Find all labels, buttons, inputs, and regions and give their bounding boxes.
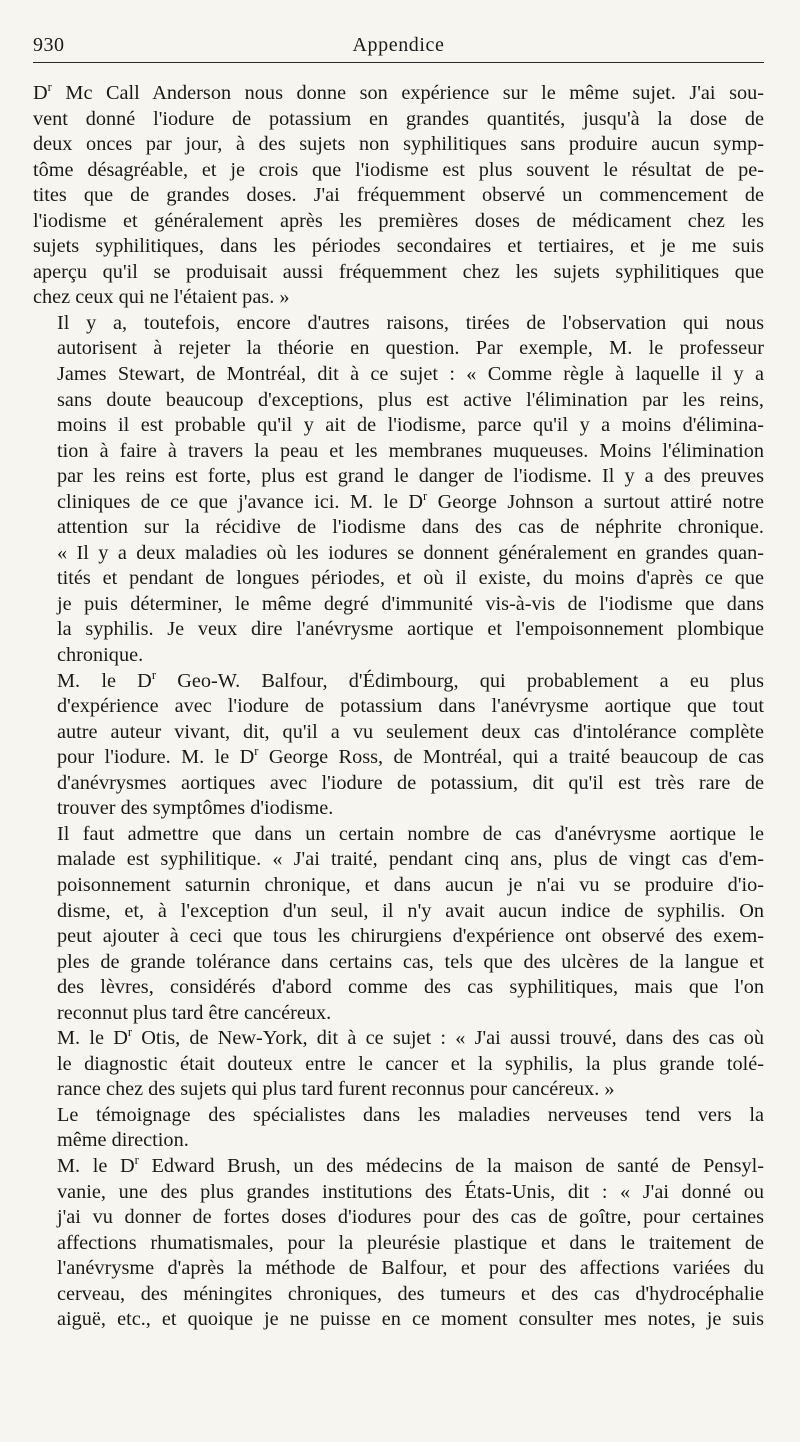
text-line: le diagnostic était douteux entre le cancer et la syphilis, la plus grande tolé- [57,1052,764,1075]
text-line: même direction. [57,1129,189,1152]
text-line: Il y a, toutefois, encore d'autres raisons, tirées de l'observation qui nous [57,311,764,334]
header-rule [33,62,764,63]
text-line: James Stewart, de Montréal, dit à ce sujet : « Comme règle à laquelle il y a [57,363,764,386]
text-line: affections rhumatismales, pour la pleurésie plastique et dans le traitement de [57,1231,764,1254]
text-line: par les reins est forte, plus est grand le danger de l'iodisme. Il y a des preuves [57,465,764,488]
text-line: vent donné l'iodure de potassium en grandes quantités, jusqu'à la dose de [33,107,764,130]
text-line: M. le $D^r$ Edward Brush, un des médecins de la maison de santé de Pensyl- [57,1153,765,1177]
text-line: ples de grande tolérance dans certains cas, tels que des ulcères de la langue et [57,950,764,973]
text-line: cerveau, des méningites chroniques, des tumeurs et des cas d'hydrocéphalie [57,1282,764,1305]
text-line: deux onces par jour, à des sujets non syphilitiques sans produire aucun symp- [33,133,764,156]
text-line: reconnut plus tard être cancéreux. [57,1001,332,1024]
text-line: pour l'iodure. M. le $D^r$ George Ross, de Montréal, qui a traité beaucoup de cas [57,744,764,769]
text-line: sujets syphilitiques, dans les périodes secondaires et tertiaires, et je me suis [33,235,764,258]
text-line: tites que de grandes doses. J'ai fréquemment observé un commencement de [33,184,764,207]
text-line: peut ajouter à ceci que tous les chirurgiens d'expérience ont observé des exem- [57,925,764,948]
text-line: attention sur la récidive de l'iodisme dans des cas de néphrite chronique. [57,516,764,539]
text-line: rance chez des sujets qui plus tard furent reconnus pour cancéreux. » [57,1078,615,1101]
text-line: $D^r$ Mc Call Anderson nous donne son expérience sur le même sujet. J'ai sou- [33,80,764,104]
body-text [33,81,764,1333]
text-line: d'anévrysmes aortiques avec l'iodure de potassium, dit qu'il est très rare de [57,771,764,794]
text-line: disme, et, à l'exception d'un seul, il n'y avait aucun indice de syphilis. On [57,899,764,922]
text-line: l'iodisme et généralement après les premières doses de médicament chez les [33,209,764,232]
paragraph [33,1026,764,1103]
text-line: Il faut admettre que dans un certain nombre de cas d'anévrysme aortique le [57,822,764,845]
running-title: Appendice [352,34,445,56]
text-line: Le témoignage des spécialistes dans les maladies nerveuses tend vers la [57,1103,764,1126]
text-line: l'anévrysme d'après la méthode de Balfour, et pour des affections variées du [57,1257,764,1280]
text-line: je puis déterminer, le même degré d'immunité vis-à-vis de l'iodisme que dans [57,592,764,615]
text-line: tôme désagréable, et je crois que l'iodisme est plus souvent le résultat de pe- [33,158,764,181]
paragraph [33,311,764,669]
text-line: M. le $D^r$ Otis, de New-York, dit à ce sujet : « J'ai aussi trouvé, dans des cas où [57,1025,764,1050]
text-line: vanie, une des plus grandes institutions des États-Unis, dit : « J'ai donné ou [57,1180,764,1203]
text-line: « Il y a deux maladies où les iodures se donnent généralement en grandes quan- [57,541,764,564]
text-line: trouver des symptômes d'iodisme. [57,797,334,820]
text-line: tion à faire à travers la peau et les membranes muqueuses. Moins l'élimination [57,439,764,462]
text-line: sans doute beaucoup d'exceptions, plus est active l'élimination par les reins, [57,388,764,411]
text-line: poisonnement saturnin chronique, et dans aucun je n'ai vu se produire d'io- [57,873,764,896]
text-line: aperçu qu'il se produisait aussi fréquemment chez les sujets syphilitiques que [33,260,764,283]
text-line: la syphilis. Je veux dire l'anévrysme aortique et l'empoisonnement plombique [57,618,764,641]
text-line: cliniques de ce que j'avance ici. M. le $D^r$ George Johnson a surtout attiré notre [57,488,765,513]
text-line: chronique. [57,644,144,667]
paragraph [33,1103,764,1154]
text-line: aiguë, etc., et quoique je ne puisse en ce moment consulter mes notes, je suis [57,1308,764,1331]
text-line: autorisent à rejeter la théorie en question. Par exemple, M. le professeur [57,337,764,360]
text-line: tités et pendant de longues périodes, et où il existe, du moins d'après ce que [57,567,764,590]
paragraph [33,822,764,1026]
paragraph [33,1154,764,1333]
text-line: des lèvres, considérés d'abord comme des cas syphilitiques, mais que l'on [57,976,764,999]
paragraph [33,669,764,822]
text-line: malade est syphilitique. « J'ai traité, pendant cinq ans, plus de vingt cas d'em- [57,848,764,871]
text-line: autre auteur vivant, dit, qu'il a vu seulement deux cas d'intolérance complète [57,720,764,743]
text-line: j'ai vu donner de fortes doses d'iodures pour des cas de goître, pour certaines [57,1206,764,1229]
page-number: 930 [33,34,65,56]
text-line: chez ceux qui ne l'étaient pas. » [33,286,290,309]
paragraph [33,81,764,311]
text-line: moins il est probable qu'il y ait de l'iodisme, parce qu'il y a moins d'élimina- [57,414,764,437]
text-line: M. le $D^r$ Geo-W. Balfour, d'Édimbourg, qui probablement a eu plus [57,667,764,692]
text-line: d'expérience avec l'iodure de potassium dans l'anévrysme aortique que tout [57,695,764,718]
page-header [33,28,764,62]
